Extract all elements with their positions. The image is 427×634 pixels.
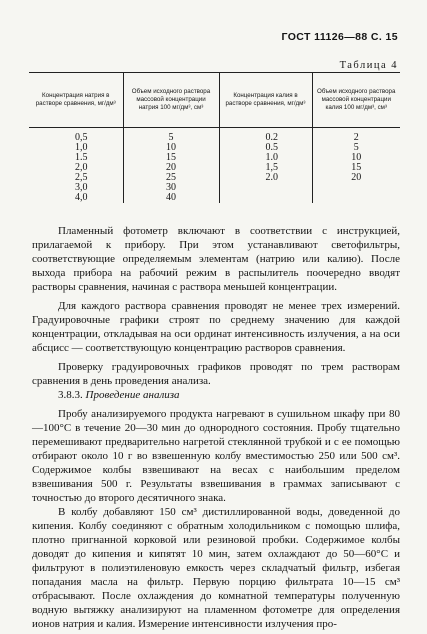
table-cell [312, 183, 400, 193]
table-cell: 5 [123, 128, 219, 144]
table-cell: 15 [312, 163, 400, 173]
table-cell: 4,0 [75, 192, 88, 203]
concentration-table [29, 72, 400, 203]
table-cell: 40 [123, 193, 219, 203]
table-cell: 10 [123, 143, 219, 153]
paragraph: Пробу анализируемого продукта нагревают в сушильном шкафу при 80—100°С в течение 20—30 мин до однородного состояния. Пробу тщательно перемешивают предварительно нагретой стеклянной трубкой и с ее помощью отбирают около 10 г во взвешенную колбу вместимостью 250 или 500 см³. Содержимое колбы взвешивают на весах с наибольшим пределом взвешивания 500 г. Результаты взвешивания в граммах записывают с точностью до второго десятичного знака. [32, 408, 400, 504]
table-cell: 30 [123, 183, 219, 193]
body-text [32, 224, 400, 631]
table-cell: 0.5 [219, 143, 312, 153]
table-cell: 20 [312, 173, 400, 183]
table-cell: 1.5 [75, 152, 88, 163]
paragraph: Пламенный фотометр включают в соответствии с инструкцией, прилагаемой к прибору. При этом устанавливают светофильтры, соответствующие определяемым элементам (натрию или калию). После выхода прибора на рабочий режим в распылитель поочередно вводят растворы сравнения, начиная с раствора меньшей концентрации. [32, 225, 400, 293]
table-cell: 0.2 [219, 128, 312, 144]
table-cell: 5 [312, 143, 400, 153]
table-cell [219, 183, 312, 193]
table-cell: 25 [123, 173, 219, 183]
section-title: Проведение анализа [85, 389, 180, 401]
table-cell: 0,5 [75, 132, 88, 143]
table-cell: 1,0 [75, 142, 88, 153]
table-cell: 2,5 [75, 172, 88, 183]
table-cell: 10 [312, 153, 400, 163]
table-cell: 1,5 [219, 163, 312, 173]
column-header: Концентрация натрия в растворе сравнения, мг/дм³ [29, 73, 123, 128]
table-row [29, 128, 400, 144]
table-cell: 20 [123, 163, 219, 173]
column-header: Объем исходного раствора массовой концентрации калия 100 мг/дм³, см³ [312, 73, 400, 128]
table-caption: Таблица 4 [339, 60, 398, 71]
table-cell [219, 193, 312, 203]
page-header: ГОСТ 11126—88 С. 15 [281, 31, 398, 43]
table-cell: 1.0 [219, 153, 312, 163]
table-cell: 2 [312, 128, 400, 144]
table-cell: 3,0 [75, 182, 88, 193]
column-header: Объем исходного раствора массовой концентрации натрия 100 мг/дм³, см³ [123, 73, 219, 128]
paragraph: Проверку градуировочных графиков проводят по трем растворам сравнения в день проведения анализа. [32, 361, 400, 387]
column-header: Концентрация калия в растворе сравнения, мг/дм³ [219, 73, 312, 128]
table-cell: 15 [123, 153, 219, 163]
table-row [29, 193, 400, 203]
paragraph: В колбу добавляют 150 см³ дистиллированной воды, доведенной до кипения. Колбу соединяют с обратным холодильником с помощью шлифа, плотно пригнанной корковой или резиновой пробки. Содержимое колбы доводят до кипения и кипятят 10 мин, затем охлаждают до 50—60°С и фильтруют в полиэтиленовую емкость через складчатый фильтр, избегая попадания масла на фильтр. Первую порцию фильтрата 10—15 см³ отбрасывают. После охлаждения до комнатной температуры полученную водную вытяжку анализируют на пламенном фотометре для определения ионов натрия и калия. Измерение интенсивности излучения про- [32, 506, 400, 630]
table-header-row [29, 73, 400, 128]
section-number: 3.8.3. [58, 389, 83, 401]
section-heading [32, 388, 400, 402]
table-cell: 2.0 [219, 173, 312, 183]
table-cell [312, 193, 400, 203]
paragraph: Для каждого раствора сравнения проводят не менее трех измерений. Градуировочные графики строят по среднему значению для каждой концентрации, откладывая на оси ординат интенсивность излучения, а на оси абсцисс — соответствующую концентрацию растворов сравнения. [32, 300, 400, 354]
table-cell: 2,0 [75, 162, 88, 173]
